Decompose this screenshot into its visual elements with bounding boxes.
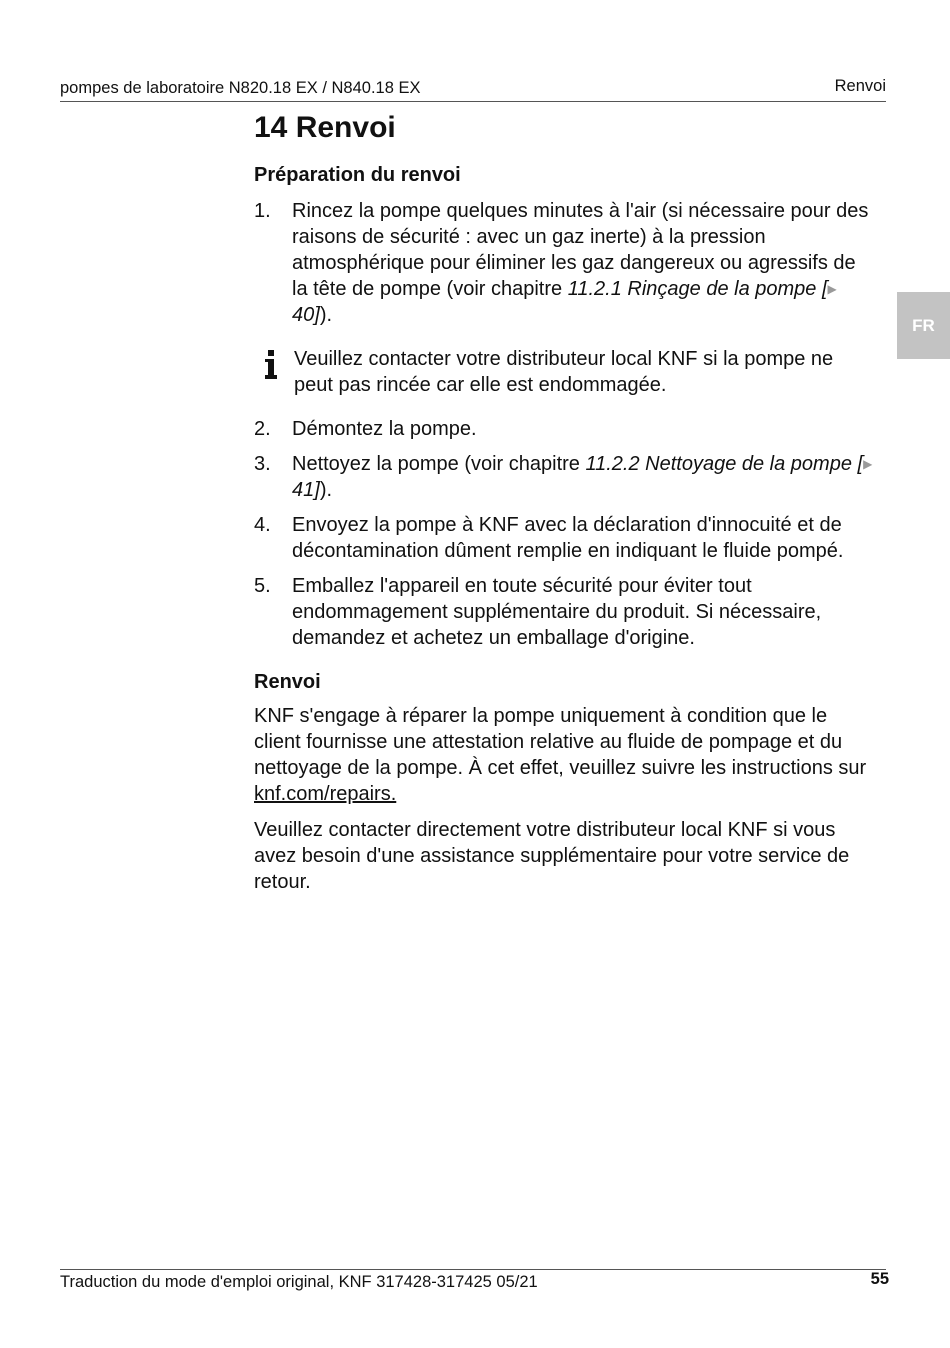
list-item: [254, 512, 876, 564]
page-footer: [60, 1269, 889, 1291]
step-number: 5.: [254, 575, 271, 597]
subsection-return-heading: Renvoi: [254, 671, 321, 693]
header-section-name: Renvoi: [834, 77, 886, 95]
page-arrow-icon: ▶: [827, 282, 837, 296]
main-content: [254, 110, 876, 895]
list-item: [254, 416, 876, 442]
contact-paragraph: Veuillez contacter directement votre distributeur local KNF si vous avez besoin d'une assistance supplémentaire pour votre service de retour.: [254, 819, 850, 893]
list-item: [254, 573, 876, 651]
step-number: 1.: [254, 200, 271, 222]
procedure-steps-list: [254, 416, 876, 651]
preparation-steps-list: [254, 198, 876, 328]
chapter-reference-link[interactable]: 11.2.2 Nettoyage de la pompe [▶ 41]: [292, 453, 873, 501]
chapter-reference-link[interactable]: 11.2.1 Rinçage de la pompe [▶ 40]: [292, 278, 837, 326]
list-item: 3. Nettoyez la pompe (voir chapitre 11.2.2 Nettoyage de la pompe [▶ 41]).: [254, 453, 873, 501]
step-number: 3.: [254, 453, 271, 475]
step-text: Envoyez la pompe à KNF avec la déclaration d'innocuité et de décontamination dûment remplie en indiquant le fluide pompé.: [292, 514, 844, 562]
return-paragraph: KNF s'engage à réparer la pompe uniquement à condition que le client fournisse une attestation relative au fluide de pompage et du nettoyage de la pompe. À cet effet, veuillez suivre les instructions sur knf.com/repairs.: [254, 705, 867, 805]
step-text: Rincez la pompe quelques minutes à l'air (si nécessaire pour des raisons de sécurité : avec un gaz inerte) à la pression atmosphérique pour éliminer les gaz dangereux ou agressifs de la tête de pompe (voir chapitre: [292, 200, 869, 300]
header-document-title: pompes de laboratoire N820.18 EX / N840.18 EX: [60, 79, 421, 97]
section-title: 14 Renvoi: [254, 111, 396, 144]
list-item: 1. Rincez la pompe quelques minutes à l'air (si nécessaire pour des raisons de sécurité : avec un gaz inerte) à la pression atmosphérique pour éliminer les gaz dangereux ou agressifs de la tête de pompe (voir chapitre 11.2.1 Rinçage de la pompe [▶ 40]).: [254, 200, 869, 326]
page-arrow-icon: ▶: [863, 457, 873, 471]
repairs-link[interactable]: knf.com/repairs.: [254, 783, 397, 805]
step-number: 2.: [254, 418, 271, 440]
footer-document-info: Traduction du mode d'emploi original, KNF 317428-317425 05/21: [60, 1273, 538, 1291]
info-note: [254, 346, 876, 398]
step-number: 4.: [254, 514, 271, 536]
subsection-preparation-heading: Préparation du renvoi: [254, 164, 461, 186]
step-text: Emballez l'appareil en toute sécurité pour éviter tout endommagement supplémentaire du produit. Si nécessaire, demandez et achetez un emballage d'origine.: [292, 575, 822, 649]
step-text: Démontez la pompe.: [292, 418, 477, 440]
page-header: [60, 77, 886, 102]
page-number: 55: [870, 1270, 889, 1288]
info-icon: [264, 350, 278, 380]
language-tab: FR: [897, 292, 950, 359]
info-text: Veuillez contacter votre distributeur local KNF si la pompe ne peut pas rincée car elle est endommagée.: [294, 348, 834, 396]
step-text: Nettoyez la pompe (voir chapitre: [292, 453, 586, 475]
